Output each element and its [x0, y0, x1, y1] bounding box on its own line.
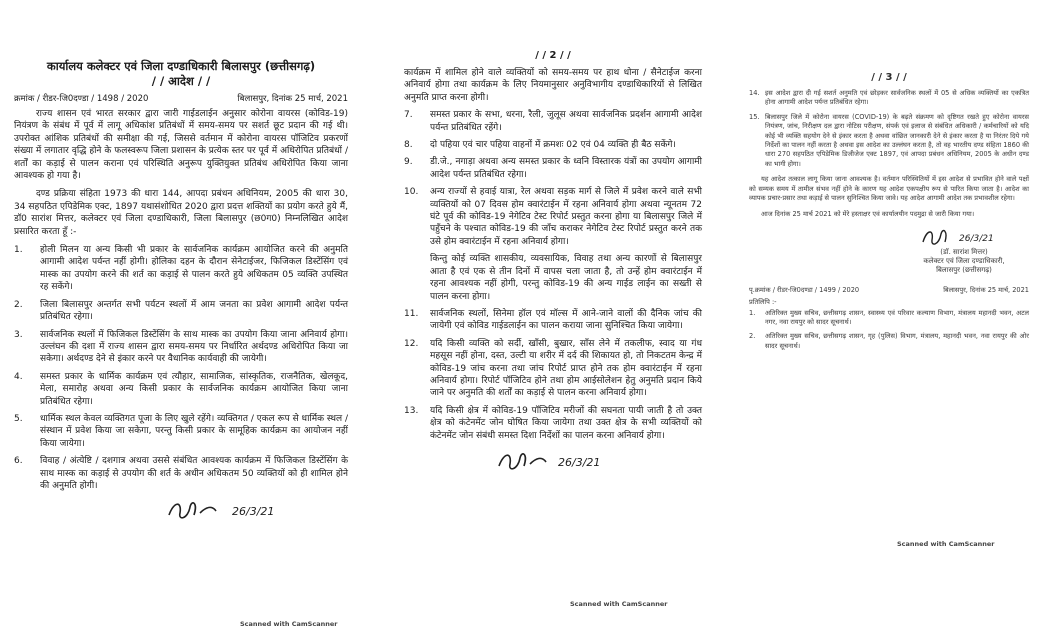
item-number: 7.	[404, 110, 413, 121]
intro-paragraph: राज्य शासन एवं भारत सरकार द्वारा जारी गाईडलाईन अनुसार कोरोना वायरस (कोविड-19) नियंत्रण के संबंध में पूर्व में लागू अधिकांश प्रतिबंधों में समय-समय पर सशर्त छूट प्रदान की गई थी। उपरोक्त आंशिक प्रतिबंधों की समीक्षा की गई, जिससे वर्तमान में कोरोना वायरस पॉजिटिव प्रकरणों संख्या में लगातार वृद्धि होने के फलस्वरूप जिला प्रशासन के प्रत्येक स्तर पर पूर्व में अधिरोपित प्रतिबंधों / शर्तों का कड़ाई से पालन कराना एवं परिस्थिति अनुरूप युक्तियुक्त प्रतिबंध अधिरोपित किया जाना आवश्यक हो गया है।	[14, 109, 348, 182]
order-items-list	[749, 89, 1029, 169]
list-item	[404, 109, 702, 134]
issue-paragraph: आज दिनांक 25 मार्च 2021 को मेरे हस्ताक्षर एवं कार्यालयीन पदमुद्रा से जारी किया गया।	[761, 210, 975, 219]
signatory-place: बिलासपुर (छत्तीसगढ़)	[936, 265, 992, 274]
item-text: इस आदेश द्वारा दी गई सशर्त अनुमति एवं छोड़कर सार्वजनिक स्थलों में 05 से अधिक व्यक्तियों का एकत्रित होना आगामी आदेश पर्यन्त प्रतिबंधित रहेगा।	[765, 89, 1029, 107]
scanner-watermark: Scanned with CamScanner	[240, 620, 338, 628]
item-number: 9.	[404, 157, 413, 168]
item-text: समस्त प्रकार के सभा, धरना, रैली, जुलूस अथवा सार्वजनिक प्रदर्शन आगामी आदेश पर्यन्त प्रतिबंधित रहेंगे।	[430, 110, 702, 133]
signatory-name: (डॉ. सारांश मित्तर)	[940, 247, 988, 256]
item-number: 14.	[749, 89, 760, 97]
copy-reference-line	[749, 285, 1029, 294]
item-text: अतिरिक्त मुख्य सचिव, छत्तीसगढ़ शासन, गृह (पुलिस) विभाग, मंत्रालय, महानदी भवन, नवा रायपुर की ओर सादर सूचनार्थ।	[765, 332, 1029, 350]
list-item	[404, 308, 702, 333]
item-text: बिलासपुर जिले में कोरोना वायरस (COVID-19) के बढ़ते संक्रमण को दृष्टिगत रखते हुए कोरोना वायरस नियंत्रण, जांच, निरीक्षण दल द्वारा नोटिस परीक्षण, संपर्क एवं इलाज से संबंधित अधिकारी / कर्मचारियों को यदि कोई भी व्यक्ति सहयोग देने से इंकार करता है अथवा वांछित जानकारी देने से इंकार करता है या निरंतर दिये गये निर्देशों का पालन नहीं करता है अथवा इस आदेश का उल्लंघन करता है, तो वह भारतीय दण्ड संहिता 1860 की धारा 270 सहपठित एपिडेमिक डिजीजेज एक्ट 1897, एवं आपदा प्रबंधन अधिनियम, 2005 के अधीन दण्ड का भागी होगा।	[765, 112, 1029, 168]
signatory-title: कलेक्टर एवं जिला दण्डाधिकारी,	[923, 256, 1005, 265]
copy-reference-date: बिलासपुर, दिनांक 25 मार्च, 2021	[943, 285, 1029, 294]
list-item	[14, 413, 348, 450]
order-items-list	[404, 109, 702, 442]
list-item	[404, 139, 702, 151]
item-text: धार्मिक स्थल केवल व्यक्तिगत पूजा के लिए खुले रहेंगे। व्यक्तिगत / एकल रूप से धार्मिक स्थल / संस्थान में प्रवेश किया जा सकेगा, परन्तु किसी प्रकार के सामूहिक कार्यक्रम का आयोजन नहीं किया जायेगा।	[40, 413, 348, 449]
list-item	[749, 89, 1029, 108]
item-number: 1.	[14, 245, 23, 256]
office-heading: कार्यालय कलेक्टर एवं जिला दण्डाधिकारी बिलासपुर (छत्तीसगढ़)	[46, 59, 316, 73]
item-number: 4.	[14, 371, 23, 382]
item-number: 11.	[404, 308, 419, 319]
item-text: विवाह / अंत्येष्टि / दशगात्र अथवा उससे संबंधित आवश्यक कार्यक्रम में फिजिकल डिस्टेंसिंग के साथ मास्क का कड़ाई से उपयोग की शर्त के अधीन अधिकतम 50 व्यक्तियों को ही शामिल होने की अनुमति होगी।	[40, 456, 348, 491]
list-item	[14, 299, 348, 324]
item-number: 15.	[749, 112, 760, 121]
document-page-3	[737, 0, 1037, 630]
copy-list	[749, 309, 1029, 352]
list-item	[404, 186, 702, 248]
item-number: 2.	[749, 332, 756, 341]
list-item	[749, 332, 1029, 351]
page-number: / / 3 / /	[871, 72, 907, 83]
list-item	[14, 455, 348, 492]
document-page-2	[398, 0, 708, 630]
signature-date: 26/3/21	[959, 233, 994, 244]
legal-paragraph: दण्ड प्रक्रिया संहिता 1973 की धारा 144, आपदा प्रबंधन अधिनियम, 2005 की धारा 30, 34 सहपठित एपिडेमिक एक्ट, 1897 यथासंशोधित 2020 द्वारा प्रदत्त शक्तियों का प्रयोग करते हुये मैं, डॉ0 सारांश मित्तर, कलेक्टर एवं जिला दण्डाधिकारी, जिला बिलासपुर (छ0ग0) निम्नलिखित आदेश प्रसारित करता हूँ :-	[14, 189, 348, 237]
item-number: 6.	[14, 456, 23, 467]
list-item	[404, 405, 702, 442]
item-text: सार्वजनिक स्थलों, सिनेमा हॉल एवं मॉल्स में आने-जाने वालों की दैनिक जांच की जायेगी एवं कोविड गाईडलाईन का पालन कराया जाना सुनिश्चित किया जायेगा।	[430, 308, 702, 332]
copy-to-label: प्रतिलिपि :-	[749, 297, 777, 306]
item-number: 12.	[404, 338, 419, 349]
list-item	[749, 113, 1029, 169]
list-item	[749, 309, 1029, 328]
item-number: 8.	[404, 140, 413, 151]
item-number: 3.	[14, 329, 23, 340]
item-number	[404, 253, 430, 303]
reference-number: क्रमांक / रीडर-जि0दण्डा / 1498 / 2020	[14, 94, 149, 104]
item-text: दो पहिया एवं चार पहिया वाहनों में क्रमशः 02 एवं 04 व्यक्ति ही बैठ सकेंगे।	[430, 140, 676, 151]
item-text: जिला बिलासपुर अन्तर्गत सभी पर्यटन स्थलों में आम जनता का प्रवेश आगामी आदेश पर्यन्त प्रतिबंधित रहेगा।	[40, 299, 348, 323]
item-number: 2.	[14, 299, 23, 310]
item-text: समस्त प्रकार के धार्मिक कार्यक्रम एवं त्यौहार, सामाजिक, सांस्कृतिक, राजनैतिक, खेलकूद, मेला, समारोह अथवा अन्य किसी प्रकार के सार्वजनिक कार्यक्रम आयोजित किया जाना प्रतिबंधित रहेगा।	[40, 371, 348, 407]
reference-line	[14, 93, 348, 106]
item-number: 13.	[404, 405, 419, 416]
item-number: 1.	[749, 308, 756, 317]
signatory-block	[899, 248, 1029, 275]
item-text: डी.जे., नगाड़ा अथवा अन्य समस्त प्रकार के ध्वनि विस्तारक यंत्रों का उपयोग आगामी आदेश पर्यन्त प्रतिबंधित रहेगा।	[430, 157, 702, 180]
list-item	[14, 329, 348, 366]
item-number: 10.	[404, 187, 419, 198]
order-title: / / आदेश / /	[151, 74, 211, 88]
item-text: अतिरिक्त मुख्य सचिव, छत्तीसगढ़ शासन, स्वास्थ्य एवं परिवार कल्याण विभाग, मंत्रालय महानदी भवन, अटल नगर, नवा रायपुर को सादर सूचनार्थ।	[765, 308, 1029, 327]
list-item	[404, 156, 702, 181]
order-items-list	[14, 244, 348, 492]
handwritten-signature	[494, 448, 644, 474]
list-item	[14, 244, 348, 294]
list-item	[14, 371, 348, 408]
list-item	[404, 338, 702, 400]
effect-paragraph: यह आदेश तत्काल लागू किया जाना आवश्यक है। वर्तमान परिस्थितियों में इस आदेश से प्रभावित होने वाले पक्षों को सम्यक समय में तामील संभव नहीं होने के कारण यह आदेश एकपक्षीय रूप से पारित किया जाता है। आदेश का व्यापक प्रचार-प्रसार तथा कड़ाई से पालन सुनिश्चित किया जावे। यह आदेश आगामी आदेश तक प्रभावशील रहेगा।	[749, 175, 1029, 203]
item-number: 5.	[14, 413, 23, 424]
scanner-watermark: Scanned with CamScanner	[570, 600, 668, 608]
item-text: सार्वजनिक स्थलों में फिजिकल डिस्टेंसिंग के साथ मास्क का उपयोग किया जाना अनिवार्य होगा। उल्लंघन की दशा में राज्य शासन द्वारा समय-समय पर निर्धारित अर्थदण्ड अधिरोपित किया जा सकेगा। अर्थदण्ड देने से इंकार करने पर वैधानिक कार्यवाही की जायेगी।	[40, 329, 348, 365]
list-item	[404, 253, 702, 303]
scanner-watermark: Scanned with CamScanner	[897, 540, 995, 548]
item-text: यदि किसी क्षेत्र में कोविड-19 पॉजिटिव मरीजों की सघनता पायी जाती है तो उक्त क्षेत्र को कंटेनमेंट जोन घोषित किया जायेगा तथा उक्त क्षेत्र के सभी व्यक्तियों को कंटेनमेंट जोन संबंधी समस्त दिशा निर्देशों का पालन करना अनिवार्य होगा।	[430, 405, 702, 441]
handwritten-signature	[164, 497, 314, 523]
handwritten-signature	[919, 226, 1037, 248]
item-text: यदि किसी व्यक्ति को सर्दी, खाँसी, बुखार, साँस लेने में तकलीफ, स्वाद या गंध महसूस नहीं होना, दस्त, उल्टी या शरीर में दर्द की शिकायत हो, तो निकटतम केन्द्र में कोविड-19 जांच करना तथा जांच रिपोर्ट प्राप्त होने तक होम क्वारंटाईन में रहना अनिवार्य होगा। रिपोर्ट पॉजिटिव होने तथा होम आईसोलेशन हेतु अनुमति प्रदान किये जाने पर अनुमति की शर्तों का कड़ाई से पालन करना अनिवार्य होगा।	[430, 338, 702, 399]
item-text: अन्य राज्यों से हवाई यात्रा, रेल अथवा सड़क मार्ग से जिले में प्रवेश करने वाले सभी व्यक्तियों को 07 दिवस होम क्वारंटाईन में रहना अनिवार्य होगा अथवा न्यूनतम 72 घंटे पूर्व की कोविड-19 नेगेटिव टेस्ट रिपोर्ट प्रस्तुत करना होगा या बिलासपुर जिले में पहुँचने के पश्चात कोविड-19 की जाँच कराकर नेगेटिव टेस्ट रिपोर्ट प्रस्तुत करने तक उसे होम क्वारंटाईन में रहना अनिवार्य होगा।	[430, 187, 702, 247]
item-text: होली मिलन या अन्य किसी भी प्रकार के सार्वजनिक कार्यक्रम आयोजित करने की अनुमति आगामी आदेश पर्यन्त नहीं होगी। होलिका दहन के दौरान सेनेटाईजर, फिजिकल डिस्टेंसिंग एवं मास्क का उपयोग करने की शर्त का कड़ाई से पालन करते हुये अधिकतम 05 व्यक्ति उपस्थित रह सकेंगे।	[40, 245, 348, 293]
continuation-paragraph: कार्यक्रम में शामिल होने वाले व्यक्तियों को समय-समय पर हाथ धोना / सैनेटाईज करना अनिवार्य होगा तथा कार्यक्रम के लिए नियमानुसार अनुविभागीय दण्डाधिकारियों से लिखित अनुमति प्राप्त करना होगी।	[404, 68, 702, 103]
reference-date: बिलासपुर, दिनांक 25 मार्च, 2021	[237, 94, 348, 104]
page-number: / / 2 / /	[535, 50, 571, 61]
signature-date: 26/3/21	[558, 455, 601, 469]
item-text: किन्तु कोई व्यक्ति शासकीय, व्यवसायिक, विवाह तथा अन्य कारणों से बिलासपुर आता है एवं एक से तीन दिनों में वापस चला जाता है, तो उन्हें होम क्वारंटाईन में रहना आवश्यक नहीं होगी, परन्तु कोविड-19 की अन्य गाईड लाईन का सख्ती से पालन करना होगा।	[430, 254, 702, 302]
document-page-1	[0, 0, 362, 630]
copy-reference-number: पृ.क्रमांक / रीडर-जि0दण्डा / 1499 / 2020	[749, 285, 860, 294]
signature-date: 26/3/21	[232, 505, 275, 519]
